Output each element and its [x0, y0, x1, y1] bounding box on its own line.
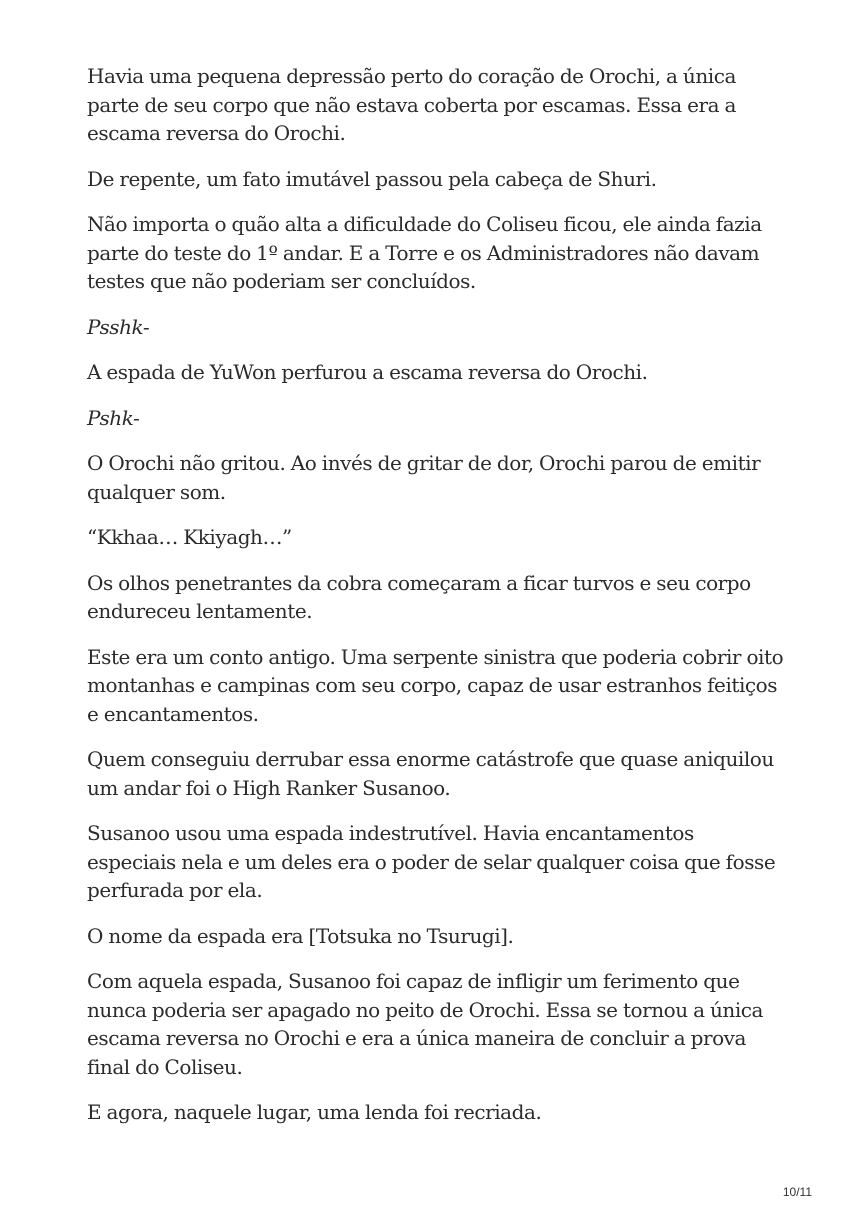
paragraph-12: Susanoo usou uma espada indestrutível. Havia encantamentos especiais nela e um deles era o poder de selar qualquer coisa que fosse perfurada por ela.	[87, 821, 776, 902]
paragraph-2: De repente, um fato imutável passou pela cabeça de Shuri.	[87, 166, 657, 191]
dialogue-line: “Kkhaa… Kkiyagh…”	[87, 525, 292, 549]
paragraph-14: Com aquela espada, Susanoo foi capaz de infligir um ferimento que nunca poderia ser apagado no peito de Orochi. Essa se tornou a única escama reversa no Orochi e era a única maneira de concluir a prova final do Coliseu.	[87, 969, 764, 1079]
document-page	[87, 62, 787, 1144]
paragraph-10: Este era um conto antigo. Uma serpente sinistra que poderia cobrir oito montanhas e campinas com seu corpo, capaz de usar estranhos feitiços e encantamentos.	[87, 644, 784, 726]
sound-effect-pshk: Pshk-	[87, 405, 140, 430]
paragraph-15: E agora, naquele lugar, uma lenda foi recriada.	[87, 1100, 542, 1124]
paragraph-9: Os olhos penetrantes da cobra começaram a ficar turvos e seu corpo endureceu lentamente.	[87, 570, 751, 623]
sound-effect-psshk: Psshk-	[87, 314, 150, 339]
paragraph-1: Havia uma pequena depressão perto do coração de Orochi, a única parte de seu corpo que não estava coberta por escamas. Essa era a escama reversa do Orochi.	[87, 64, 736, 145]
paragraph-3: Não importa o quão alta a dificuldade do Coliseu ficou, ele ainda fazia parte do teste do 1º andar. E a Torre e os Administradores não davam testes que não poderiam ser concluídos.	[87, 212, 762, 293]
paragraph-7: O Orochi não gritou. Ao invés de gritar de dor, Orochi parou de emitir qualquer som.	[87, 451, 761, 504]
paragraph-13: O nome da espada era [Totsuka no Tsurugi].	[87, 923, 514, 948]
paragraph-5: A espada de YuWon perfurou a escama reversa do Orochi.	[87, 360, 648, 384]
page-number: 10/11	[782, 1185, 812, 1199]
paragraph-11: Quem conseguiu derrubar essa enorme catástrofe que quase aniquilou um andar foi o High Ranker Susanoo.	[87, 747, 774, 800]
